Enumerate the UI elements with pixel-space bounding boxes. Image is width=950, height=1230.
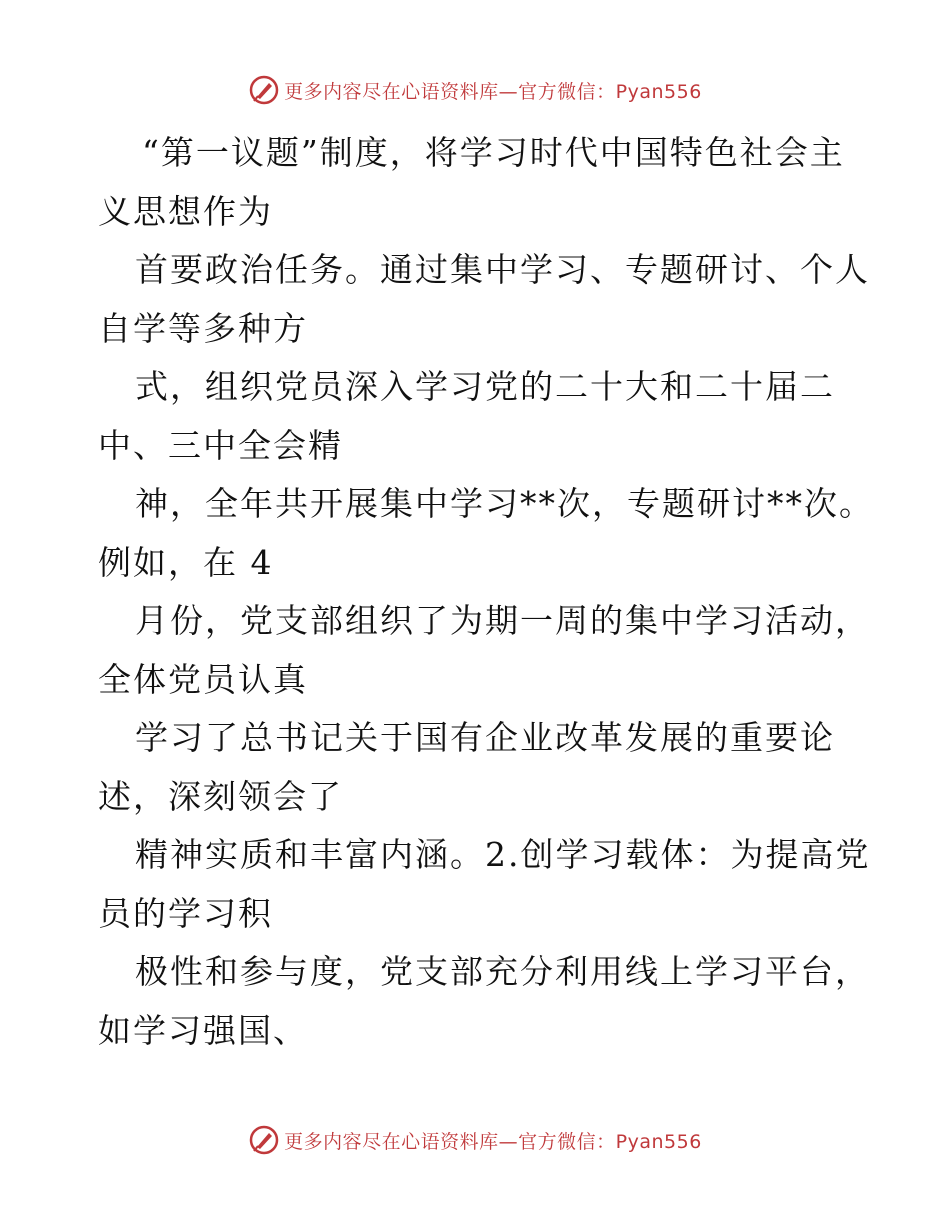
text-line: 式，组织党员深入学习党的二十大和二十届二 [135, 367, 835, 406]
text-line: 月份，党支部组织了为期一周的集中学习活动， [135, 601, 870, 640]
text-line: 中、三中全会精 [98, 425, 343, 465]
watermark-text: 更多内容尽在心语资料库—官方微信：Pyan556 [284, 1130, 702, 1153]
text-line: 全体党员认真 [98, 659, 308, 699]
text-line: 义思想作为 [98, 191, 273, 231]
text-line: 神，全年共开展集中学习**次，专题研讨**次。 [135, 484, 874, 523]
document-body [98, 124, 874, 1060]
watermark-text: 更多内容尽在心语资料库—官方微信：Pyan556 [284, 80, 702, 103]
text-line: 述，深刻领会了 [98, 776, 343, 816]
footer-watermark [0, 1122, 950, 1158]
text-line: 极性和参与度，党支部充分利用线上学习平台， [135, 952, 870, 991]
text-line: 自学等多种方 [98, 308, 308, 348]
quill-logo-icon [248, 1124, 280, 1156]
quill-logo-icon [248, 74, 280, 106]
header-watermark [0, 72, 950, 108]
text-line: 学习了总书记关于国有企业改革发展的重要论 [135, 718, 835, 757]
text-line: 员的学习积 [98, 893, 273, 933]
text-line: 首要政治任务。通过集中学习、专题研讨、个人 [135, 250, 870, 289]
text-line: “第一议题”制度，将学习时代中国特色社会主 [142, 133, 845, 172]
text-line: 精神实质和丰富内涵。2.创学习载体：为提高党 [135, 835, 871, 874]
text-line: 如学习强国、 [98, 1010, 308, 1050]
text-line: 例如，在 4 [98, 542, 274, 582]
